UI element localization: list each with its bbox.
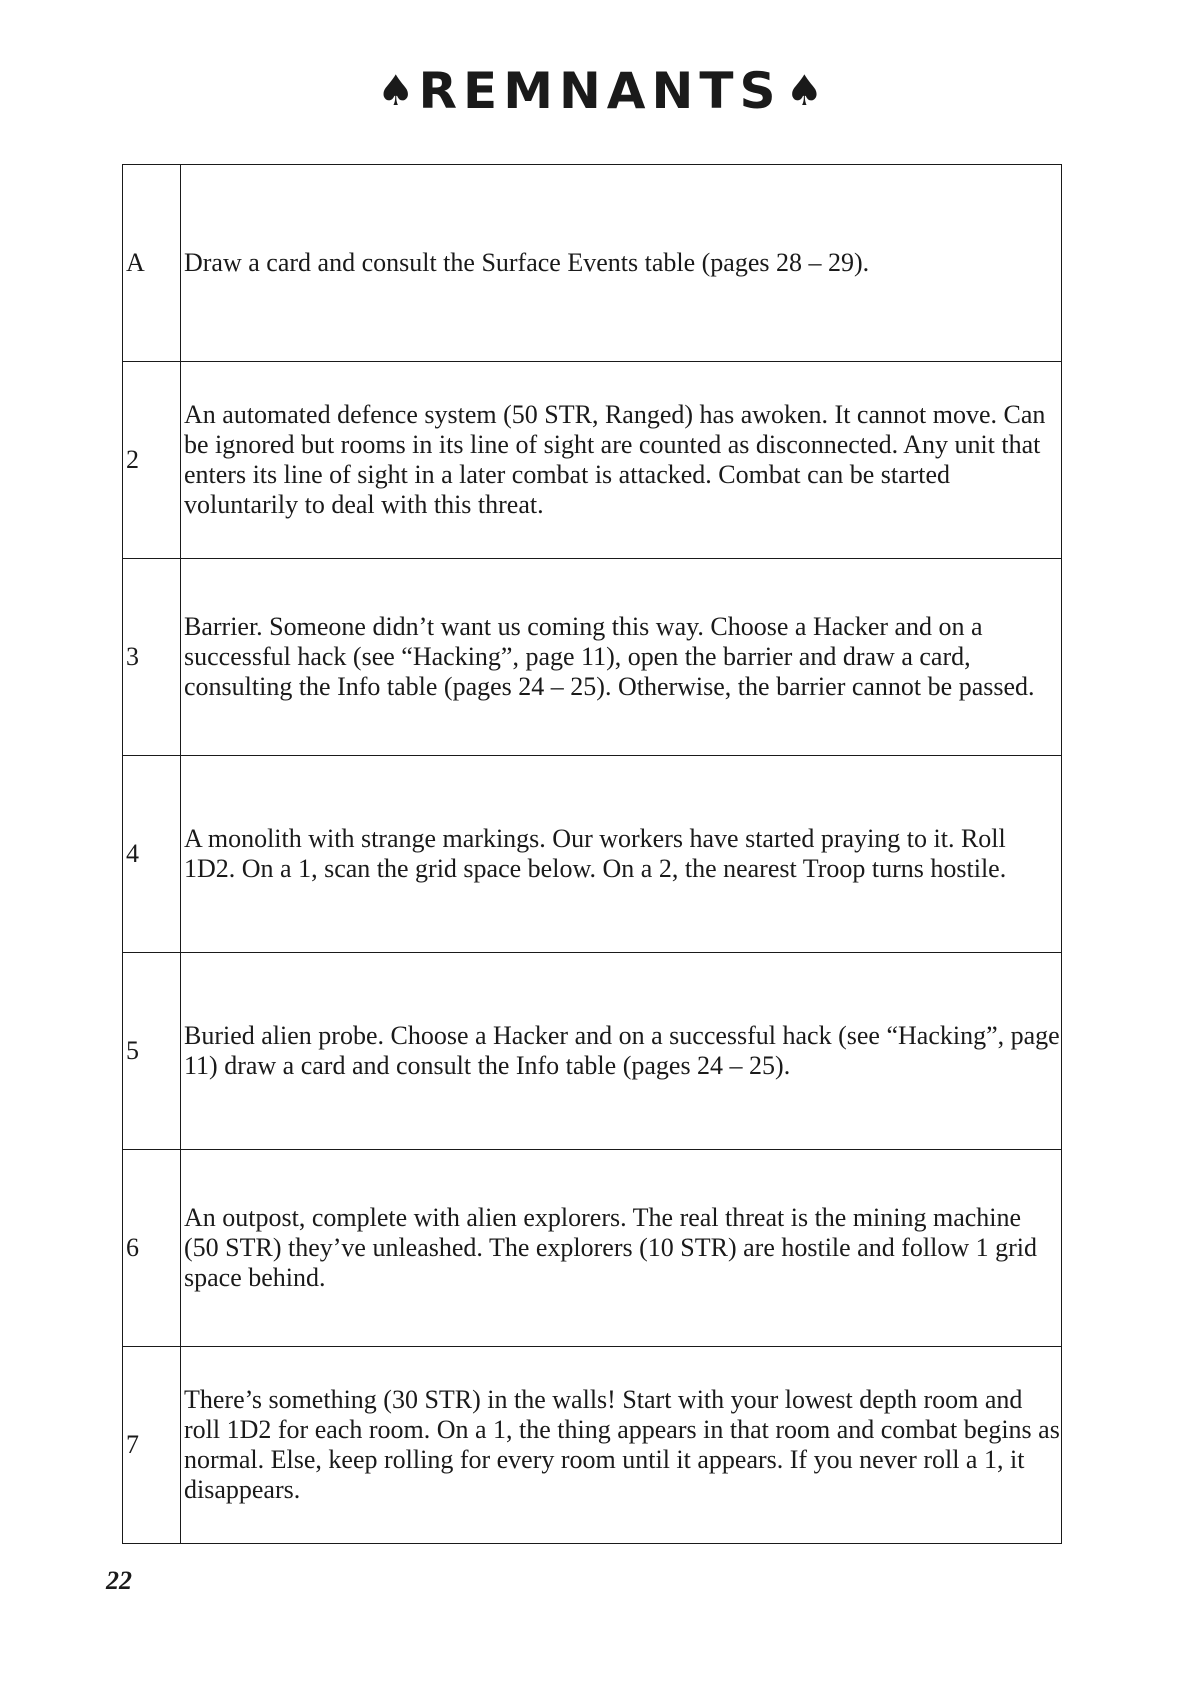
table-row: [123, 756, 1062, 953]
table-row: [123, 953, 1062, 1150]
row-key: 3: [123, 559, 181, 756]
row-text: There’s something (30 STR) in the walls! Start with your lowest depth room and roll 1D2 for each room. On a 1, the thing appears in that room and combat begins as normal. Else, keep rolling for every room until it appears. If you never roll a 1, it disappears.: [181, 1347, 1062, 1544]
table-row: [123, 559, 1062, 756]
row-text: Barrier. Someone didn’t want us coming this way. Choose a Hacker and on a successful hack (see “Hacking”, page 11), open the barrier and draw a card, consulting the Info table (pages 24 – 25). Otherwise, the barrier cannot be passed.: [181, 559, 1062, 756]
page-number: 22: [106, 1566, 132, 1595]
row-key: 5: [123, 953, 181, 1150]
row-key: 7: [123, 1347, 181, 1544]
row-text: Buried alien probe. Choose a Hacker and on a successful hack (see “Hacking”, page 11) draw a card and consult the Info table (pages 24 – 25).: [181, 953, 1062, 1150]
row-key: 4: [123, 756, 181, 953]
table-row: [123, 1150, 1062, 1347]
table-row: [123, 1347, 1062, 1544]
event-table: [122, 164, 1062, 1544]
table-row: [123, 165, 1062, 362]
book-title: REMNANTS: [418, 62, 782, 120]
row-key: A: [123, 165, 181, 362]
page-header: [0, 62, 1200, 120]
row-key: 2: [123, 362, 181, 559]
spade-icon: ♠: [376, 66, 415, 115]
table-row: [123, 362, 1062, 559]
row-key: 6: [123, 1150, 181, 1347]
row-text: A monolith with strange markings. Our workers have started praying to it. Roll 1D2. On a 1, scan the grid space below. On a 2, the nearest Troop turns hostile.: [181, 756, 1062, 953]
row-text: An outpost, complete with alien explorers. The real threat is the mining machine (50 STR) they’ve unleashed. The explorers (10 STR) are hostile and follow 1 grid space behind.: [181, 1150, 1062, 1347]
row-text: Draw a card and consult the Surface Events table (pages 28 – 29).: [181, 165, 1062, 362]
spade-icon: ♠: [785, 66, 824, 115]
row-text: An automated defence system (50 STR, Ranged) has awoken. It cannot move. Can be ignored but rooms in its line of sight are counted as disconnected. Any unit that enters its line of sight in a later combat is attacked. Combat can be started voluntarily to deal with this threat.: [181, 362, 1062, 559]
